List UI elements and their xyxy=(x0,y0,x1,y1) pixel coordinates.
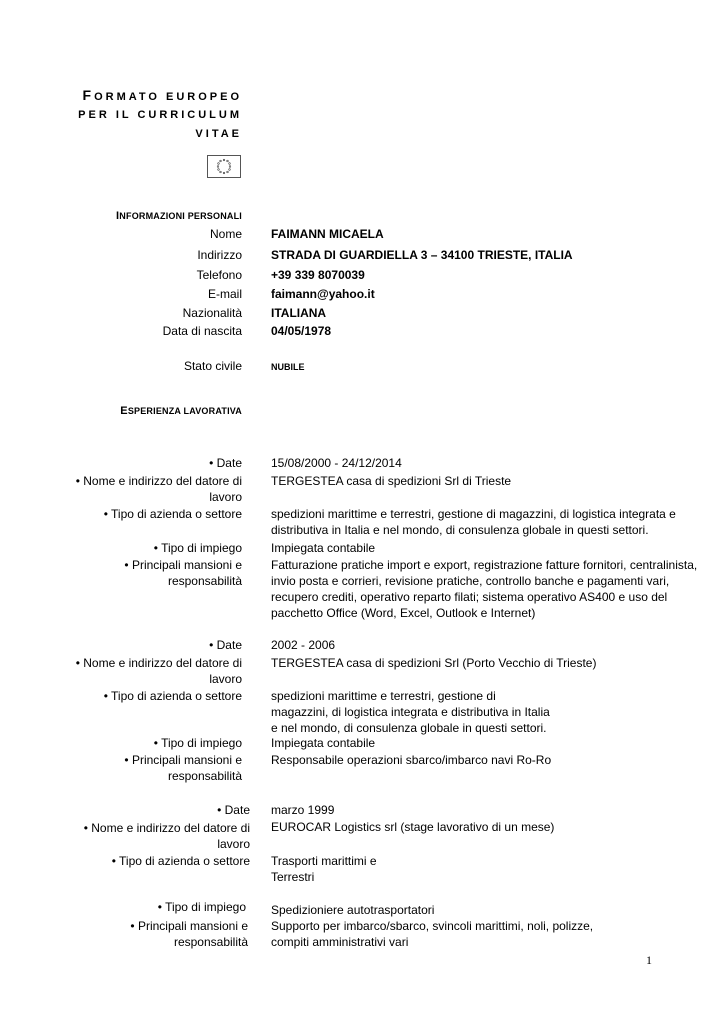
job1-sector-label: • Tipo di azienda o settore xyxy=(103,507,242,521)
job2-role-label: • Tipo di impiego xyxy=(153,736,242,750)
job1-date-label: • Date xyxy=(209,456,242,470)
job3-role: Spedizioniere autotrasportatori xyxy=(271,903,435,917)
job2-employer-label: • Nome e indirizzo del datore di lavoro xyxy=(75,656,242,686)
job3-date: marzo 1999 xyxy=(271,803,335,817)
page-number: 1 xyxy=(646,953,652,967)
cv-title-line1: FORMATO EUROPEO xyxy=(82,87,242,103)
section-work-experience: ESPERIENZA LAVORATIVA xyxy=(120,405,242,417)
job1-role-label: • Tipo di impiego xyxy=(153,541,242,555)
job2-date-label: • Date xyxy=(209,638,242,652)
value-address: STRADA DI GUARDIELLA 3 – 34100 TRIESTE, ITALIA xyxy=(271,248,573,262)
job3-date-label: • Date xyxy=(217,803,250,817)
label-name: Nome xyxy=(209,227,242,241)
job2-sector: spedizioni marittime e terrestri, gestione di magazzini, di logistica integrata e distributiva in Italia e nel mondo, di consulenza globale in questi settori. xyxy=(271,689,550,735)
value-nationality: ITALIANA xyxy=(271,306,327,320)
job1-role: Impiegata contabile xyxy=(271,541,376,555)
label-phone: Telefono xyxy=(196,268,242,282)
label-email: E-mail xyxy=(207,287,242,301)
job1-employer-label: • Nome e indirizzo del datore di lavoro xyxy=(75,474,242,504)
value-phone: +39 339 8070039 xyxy=(271,268,365,282)
job2-role: Impiegata contabile xyxy=(271,736,376,750)
label-birthdate: Data di nascita xyxy=(162,324,242,338)
job2-date: 2002 - 2006 xyxy=(271,638,336,652)
value-email: faimann@yahoo.it xyxy=(271,287,375,301)
job1-date: 15/08/2000 - 24/12/2014 xyxy=(271,456,402,470)
job3-duties: Supporto per imbarco/sbarco, svincoli marittimi, noli, polizze, compiti amministrativi vari xyxy=(271,919,594,949)
label-address: Indirizzo xyxy=(197,248,242,262)
job1-employer: TERGESTEA casa di spedizioni Srl di Trieste xyxy=(271,474,512,488)
job1-sector: spedizioni marittime e terrestri, gestione di magazzini, di logistica integrata e distributiva in Italia e nel mondo, di consulenza globale in questi settori. xyxy=(271,507,676,537)
job3-duties-label: • Principali mansioni e responsabilità xyxy=(130,919,248,949)
job2-sector-label: • Tipo di azienda o settore xyxy=(103,689,242,703)
label-nationality: Nazionalità xyxy=(182,306,242,320)
value-birthdate: 04/05/1978 xyxy=(271,324,332,338)
job1-duties-label: • Principali mansioni e responsabilità xyxy=(124,558,242,588)
cv-title-line2: PER IL CURRICULUM xyxy=(78,109,242,121)
job2-duties: Responsabile operazioni sbarco/imbarco navi Ro-Ro xyxy=(271,753,552,767)
label-marital-status: Stato civile xyxy=(183,359,242,373)
section-personal-info: INFORMAZIONI PERSONALI xyxy=(116,210,242,222)
job3-role-label: • Tipo di impiego xyxy=(157,900,246,914)
cv-title-line3: VITAE xyxy=(195,128,242,140)
job3-employer-label: • Nome e indirizzo del datore di lavoro xyxy=(83,821,250,851)
job3-sector-label: • Tipo di azienda o settore xyxy=(111,854,250,868)
value-name: FAIMANN MICAELA xyxy=(271,227,384,241)
job2-duties-label: • Principali mansioni e responsabilità xyxy=(124,753,242,783)
job3-employer: EUROCAR Logistics srl (stage lavorativo di un mese) xyxy=(271,820,555,834)
job3-sector: Trasporti marittimi e Terrestri xyxy=(271,854,377,884)
job2-employer: TERGESTEA casa di spedizioni Srl (Porto Vecchio di Trieste) xyxy=(271,656,597,670)
job1-duties: Fatturazione pratiche import e export, registrazione fatture fornitori, centralinista, invio posta e corrieri, revisione pratiche, controllo banche e pagamenti vari, recupero crediti, operativo reparto filati; sistema operativo AS400 e uso del pacchetto Office (Word, Excel, Outlook e Internet) xyxy=(271,558,698,620)
eu-flag-icon xyxy=(207,155,241,178)
value-marital-status: NUBILE xyxy=(271,362,305,372)
